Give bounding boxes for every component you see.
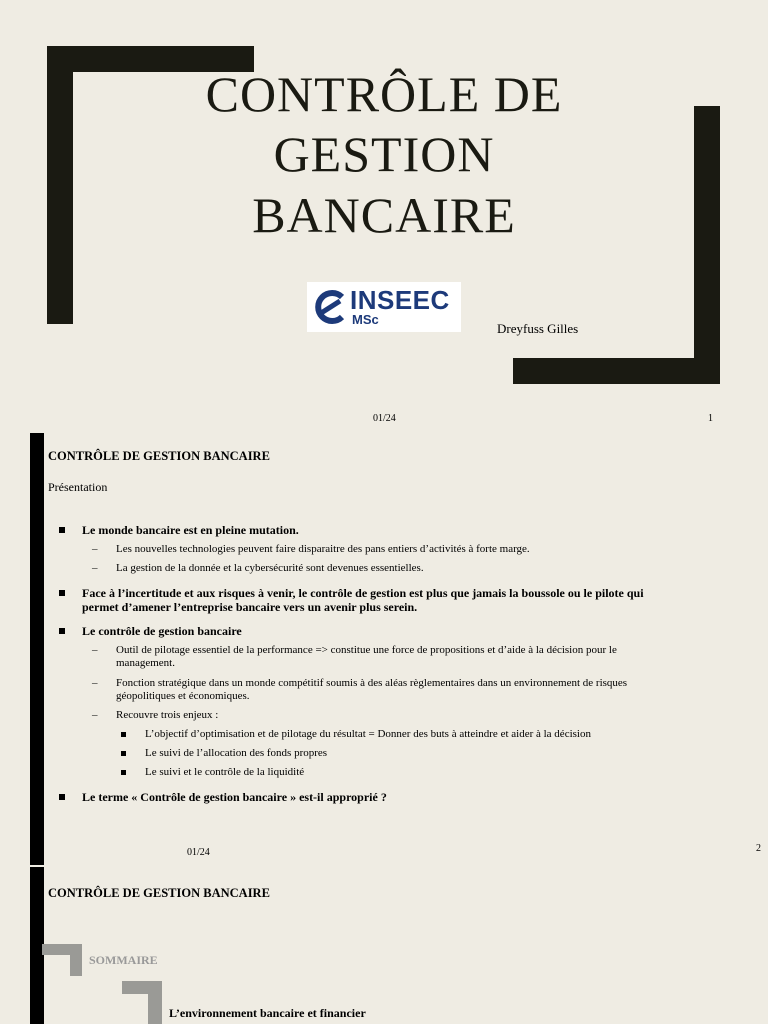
item-1-bracket-v: [148, 981, 162, 1024]
bullet-square: [59, 628, 65, 634]
slide-2-date: 01/24: [187, 847, 210, 858]
bullet-square: [59, 527, 65, 533]
bullet-square-small: [121, 751, 126, 756]
slide-2-left-bar: [30, 433, 44, 865]
title-line-1: CONTRÔLE DE: [205, 66, 563, 122]
author-name: Dreyfuss Gilles: [497, 321, 579, 336]
dash-marker: –: [92, 543, 98, 555]
inseec-logo-icon: [312, 288, 348, 326]
enjeu-3: Le suivi et le contrôle de la liquidité: [145, 766, 305, 778]
bullet-3-sub-2-line-1: Fonction stratégique dans un monde compétitif soumis à des aléas règlementaires dans un environnement de risques: [116, 677, 628, 689]
bullet-3-sub-1-line-1: Outil de pilotage essentiel de la performance => constitue une force de propositions et d’aide à la décision pour le: [116, 644, 617, 656]
title-line-2: GESTION: [273, 126, 495, 182]
slide-3-heading: CONTRÔLE DE GESTION BANCAIRE: [48, 886, 270, 900]
frame-bar-bottom-right-h: [513, 358, 720, 384]
bullet-2-line-1: Face à l’incertitude et aux risques à venir, le contrôle de gestion est plus que jamais la boussole ou le pilote qui: [82, 586, 644, 600]
bullet-1: Le monde bancaire est en pleine mutation.: [82, 523, 299, 537]
inseec-logo: [307, 282, 461, 332]
enjeu-1: L’objectif d’optimisation et de pilotage du résultat = Donner des buts à atteindre et aider à la décision: [145, 728, 591, 740]
sommaire-label: SOMMAIRE: [89, 953, 158, 967]
dash-marker: –: [92, 677, 98, 689]
bullet-3-sub-1-line-2: management.: [116, 657, 175, 669]
bullet-3-sub-3: Recouvre trois enjeux :: [116, 709, 219, 721]
slide-2-subheading: Présentation: [48, 480, 108, 494]
bullet-1-sub-1: Les nouvelles technologies peuvent faire disparaitre des pans entiers d’activités à forte marge.: [116, 543, 530, 555]
logo-sub: MSc: [352, 312, 379, 327]
slide-2-page-number: 2: [756, 843, 761, 854]
bullet-1-sub-2: La gestion de la donnée et la cybersécurité sont devenues essentielles.: [116, 562, 424, 574]
logo-name: INSEEC: [350, 285, 450, 315]
dash-marker: –: [92, 709, 98, 721]
sommaire-item-1: L’environnement bancaire et financier: [169, 1006, 366, 1020]
bullet-square-small: [121, 732, 126, 737]
bullet-square-small: [121, 770, 126, 775]
dash-marker: –: [92, 644, 98, 656]
dash-marker: –: [92, 562, 98, 574]
title-line-3: BANCAIRE: [252, 187, 516, 243]
sommaire-bracket-v: [70, 944, 82, 976]
bullet-3-sub-2-line-2: géopolitiques et économiques.: [116, 690, 250, 702]
bullet-4: Le terme « Contrôle de gestion bancaire » est-il approprié ?: [82, 790, 387, 804]
bullet-2-line-2: permet d’amener l’entreprise bancaire vers un avenir plus serein.: [82, 600, 418, 614]
slide-1-page-number: 1: [708, 413, 713, 424]
bullet-square: [59, 794, 65, 800]
bullet-square: [59, 590, 65, 596]
slide-2-heading: CONTRÔLE DE GESTION BANCAIRE: [48, 449, 270, 463]
slide-1-date: 01/24: [373, 413, 396, 424]
bullet-3: Le contrôle de gestion bancaire: [82, 624, 242, 638]
enjeu-2: Le suivi de l’allocation des fonds propres: [145, 747, 328, 759]
